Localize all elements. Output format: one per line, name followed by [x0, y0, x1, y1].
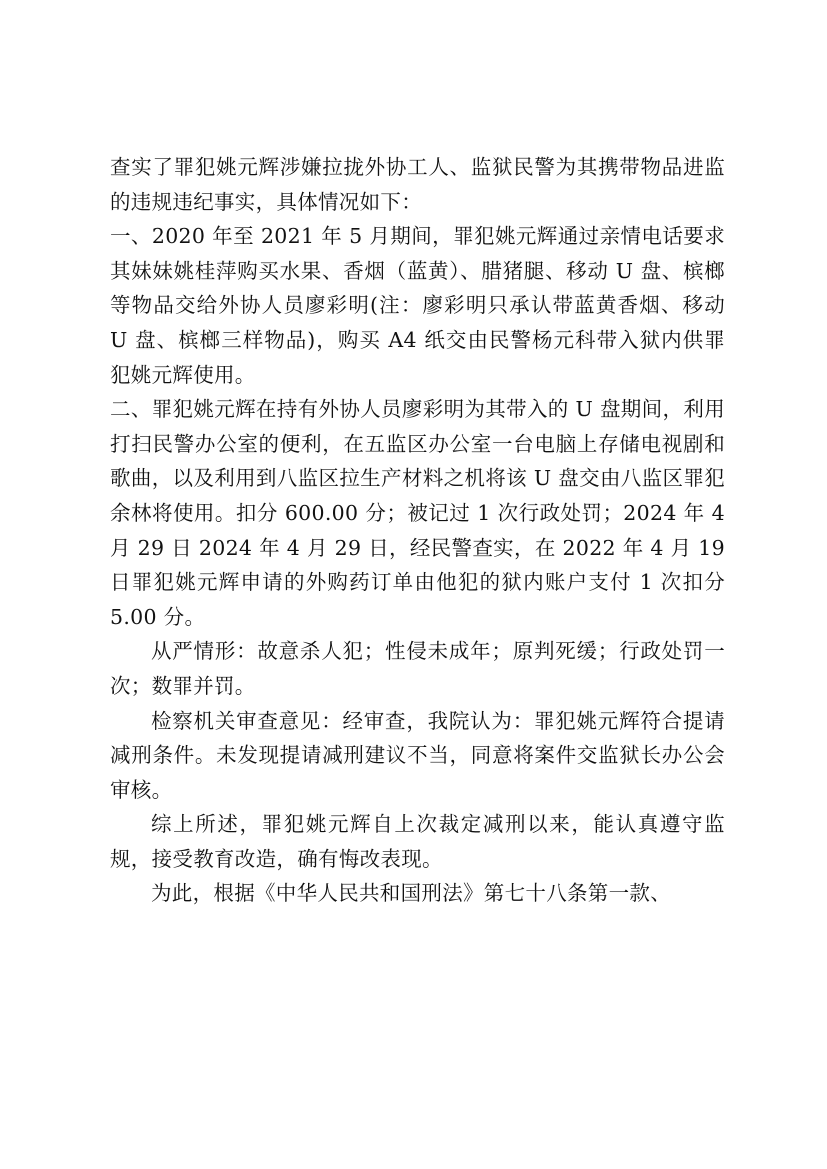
- paragraph-summary: 综上所述，罪犯姚元辉自上次裁定减刑以来，能认真遵守监规，接受教育改造，确有悔改表现。: [110, 812, 725, 871]
- paragraph-facts-intro: 查实了罪犯姚元辉涉嫌拉拢外协工人、监狱民警为其携带物品进监的违规违纪事实，具体情况如下：: [110, 155, 725, 214]
- paragraph-legal-basis: 为此，根据《中华人民共和国刑法》第七十八条第一款、: [151, 881, 671, 906]
- paragraph-aggravating-circumstances: 从严情形：故意杀人犯；性侵未成年；原判死缓；行政处罚一次；数罪并罚。: [110, 639, 725, 698]
- paragraph-procuratorate-opinion: 检察机关审查意见：经审查，我院认为：罪犯姚元辉符合提请减刑条件。未发现提请减刑建议不当，同意将案件交监狱长办公会审核。: [110, 708, 725, 802]
- paragraph-item-two: 二、罪犯姚元辉在持有外协人员廖彩明为其带入的 U 盘期间，利用打扫民警办公室的便利，在五监区办公室一台电脑上存储电视剧和歌曲，以及利用到八监区拉生产材料之机将该 U 盘交由八监区罪犯余林将使用。扣分 600.00 分；被记过 1 次行政处罚；2024 年 4 月 29 日 2024 年 4 月 29 日，经民警查实，在 2022 年 4 月 19 日罪犯姚元辉申请的外购药订单由他犯的狱内账户支付 1 次扣分 5.00 分。: [110, 397, 725, 629]
- paragraph-item-one: 一、2020 年至 2021 年 5 月期间，罪犯姚元辉通过亲情电话要求其妹妹姚桂萍购买水果、香烟（蓝黄）、腊猪腿、移动 U 盘、槟榔等物品交给外协人员廖彩明(注：廖彩明只承认带蓝黄香烟、移动 U 盘、槟榔三样物品)，购买 A4 纸交由民警杨元科带入狱内供罪犯姚元辉使用。: [110, 224, 725, 387]
- document-body: [110, 150, 725, 911]
